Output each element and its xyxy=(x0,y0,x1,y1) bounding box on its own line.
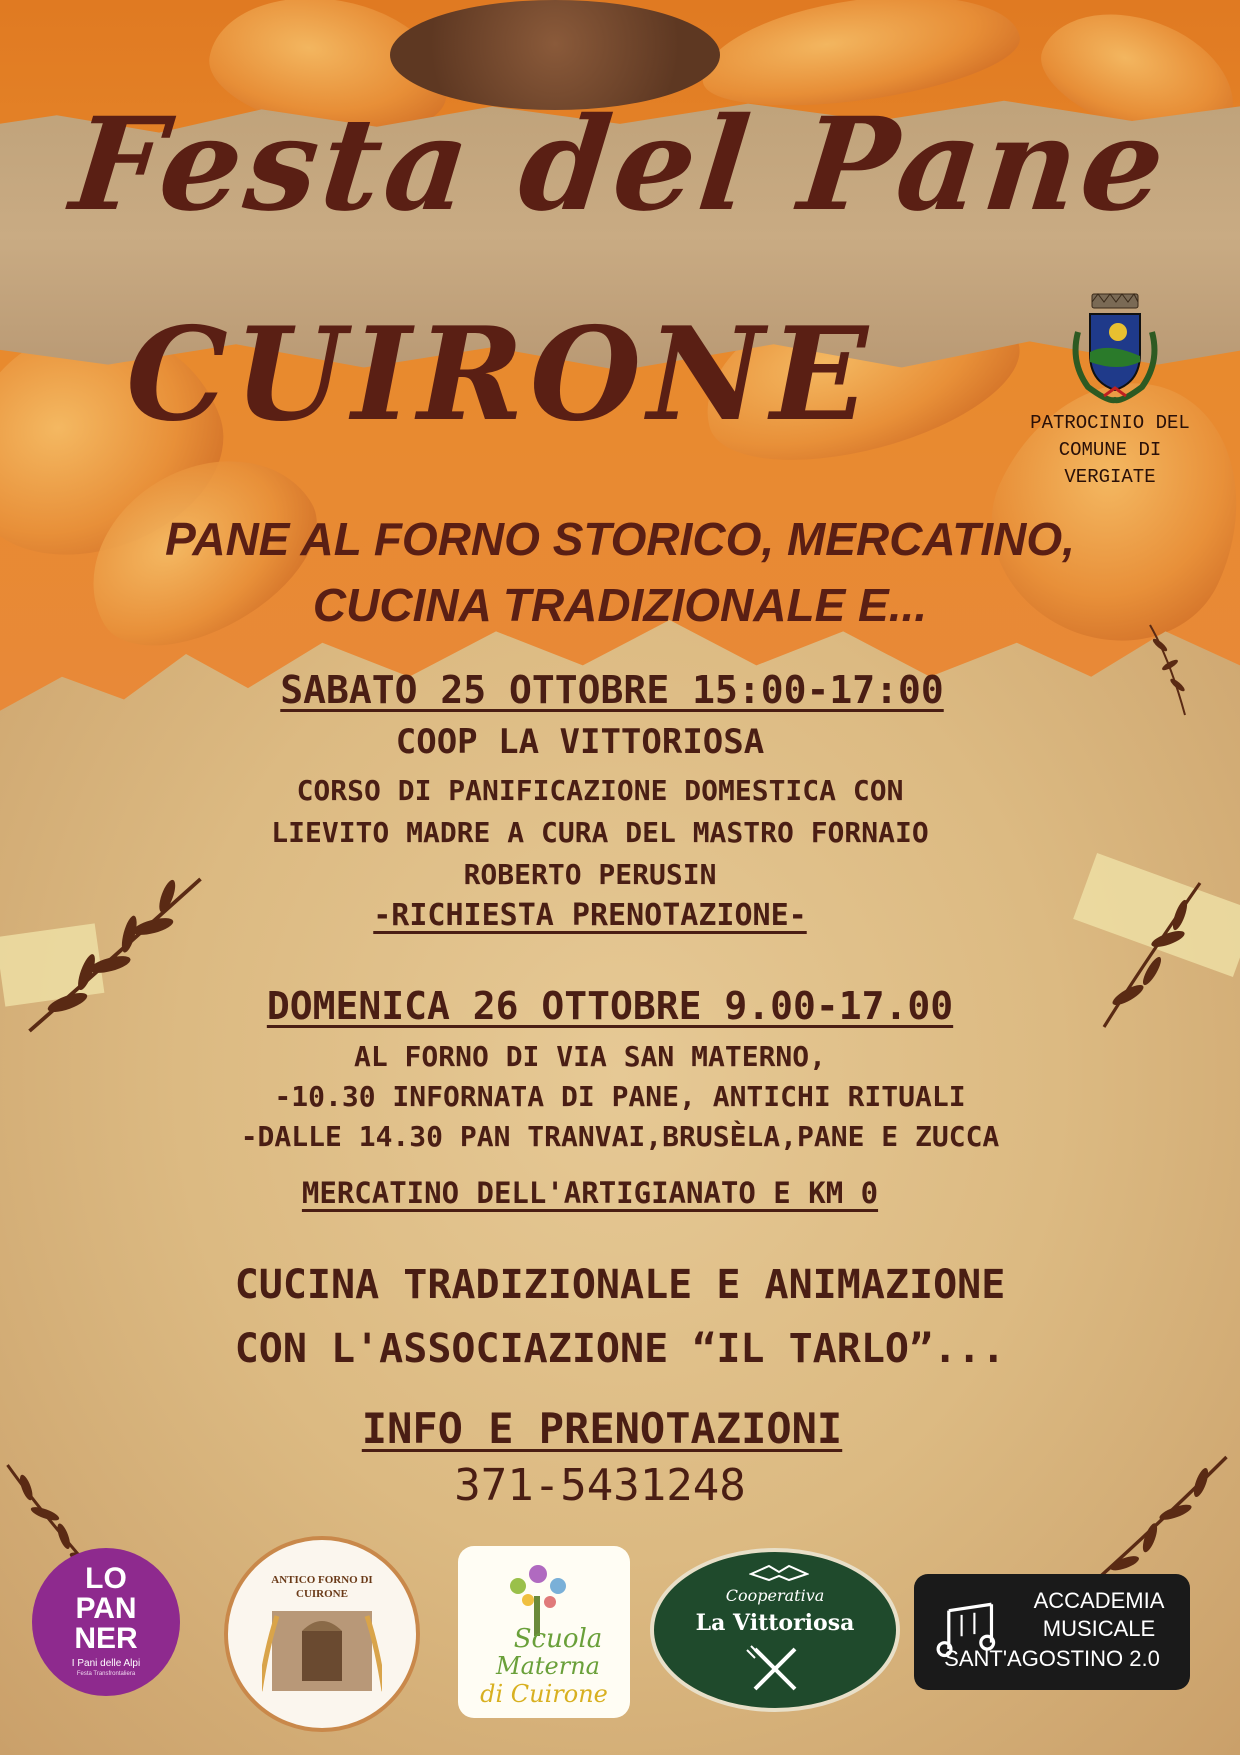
coop-vittoriosa-logo xyxy=(650,1548,900,1712)
oven-photo-icon xyxy=(262,1606,382,1696)
saturday-date: SABATO 25 OTTOBRE 15:00-17:00 xyxy=(280,668,944,712)
extra-line-2: CON L'ASSOCIAZIONE “IL TARLO”... xyxy=(234,1326,1006,1372)
coop-small-label: Cooperativa xyxy=(725,1586,825,1605)
extra-line-1: CUCINA TRADIZIONALE E ANIMAZIONE xyxy=(234,1262,1006,1308)
forno-text-2: CUIRONE xyxy=(296,1588,348,1600)
event-title: Festa del Pane xyxy=(64,90,1176,240)
comune-crest-icon xyxy=(1068,292,1162,404)
patrocinio-line-3: VERGIATE xyxy=(1064,466,1156,488)
sunday-line-3: -DALLE 14.30 PAN TRANVAI,BRUSÈLA,PANE E ZUCCA xyxy=(240,1120,1000,1153)
scuola-line-2: Materna xyxy=(496,1652,600,1680)
info-phone[interactable]: 371-5431248 xyxy=(454,1460,746,1511)
subtitle-line-2: CUCINA TRADIZIONALE E... xyxy=(312,579,928,631)
scuola-materna-logo xyxy=(458,1546,630,1718)
accademia-line-1: ACCADEMIA xyxy=(1033,1588,1165,1613)
info-heading: INFO E PRENOTAZIONI xyxy=(361,1404,843,1453)
accademia-line-2: MUSICALE xyxy=(1042,1616,1156,1641)
panner-small: Festa Transfrontaliera xyxy=(76,1671,136,1677)
branch-decoration-icon xyxy=(1080,850,1240,1060)
panner-line-2: PAN xyxy=(75,1592,137,1625)
patrocinio-text xyxy=(990,410,1230,491)
saturday-desc-1: CORSO DI PANIFICAZIONE DOMESTICA CON xyxy=(296,774,904,807)
panner-line-3: NER xyxy=(74,1622,138,1655)
sunday-line-2: -10.30 INFORNATA DI PANE, ANTICHI RITUALI xyxy=(274,1080,966,1113)
saturday-desc-2: LIEVITO MADRE A CURA DEL MASTRO FORNAIO xyxy=(271,816,929,849)
patrocinio-line-1: PATROCINIO DEL xyxy=(1030,412,1190,434)
coop-name-label: La Vittoriosa xyxy=(695,1610,855,1636)
accademia-line-3: SANT'AGOSTINO 2.0 xyxy=(944,1646,1160,1671)
forno-text-1: ANTICO FORNO DI xyxy=(271,1574,373,1586)
patrocinio-line-2: COMUNE DI xyxy=(1058,439,1162,461)
subtitle-line-1: PANE AL FORNO STORICO, MERCATINO, xyxy=(165,513,1075,565)
sunday-line-1: AL FORNO DI VIA SAN MATERNO, xyxy=(353,1040,826,1073)
scuola-line-1: Scuola xyxy=(513,1624,603,1654)
fork-knife-icon xyxy=(745,1644,805,1694)
sunday-market: MERCATINO DELL'ARTIGIANATO E KM 0 xyxy=(301,1176,879,1210)
branch-decoration-icon xyxy=(1140,590,1240,750)
branch-decoration-icon xyxy=(20,860,210,1050)
saturday-place: COOP LA VITTORIOSA xyxy=(395,722,765,762)
town-title: CUIRONE xyxy=(126,300,874,450)
antico-forno-logo xyxy=(224,1536,420,1732)
saturday-booking: -RICHIESTA PRENOTAZIONE- xyxy=(373,898,807,933)
scuola-line-3: di Cuirone xyxy=(480,1680,608,1708)
sunday-date: DOMENICA 26 OTTOBRE 9.00-17.00 xyxy=(266,984,954,1028)
panner-caption: I Pani delle Alpi xyxy=(71,1658,141,1669)
panner-line-1: LO xyxy=(85,1562,127,1595)
handshake-icon xyxy=(749,1560,809,1584)
accademia-musicale-logo xyxy=(914,1574,1190,1690)
lo-panner-logo xyxy=(32,1548,180,1696)
saturday-desc-3: ROBERTO PERUSIN xyxy=(463,858,717,891)
